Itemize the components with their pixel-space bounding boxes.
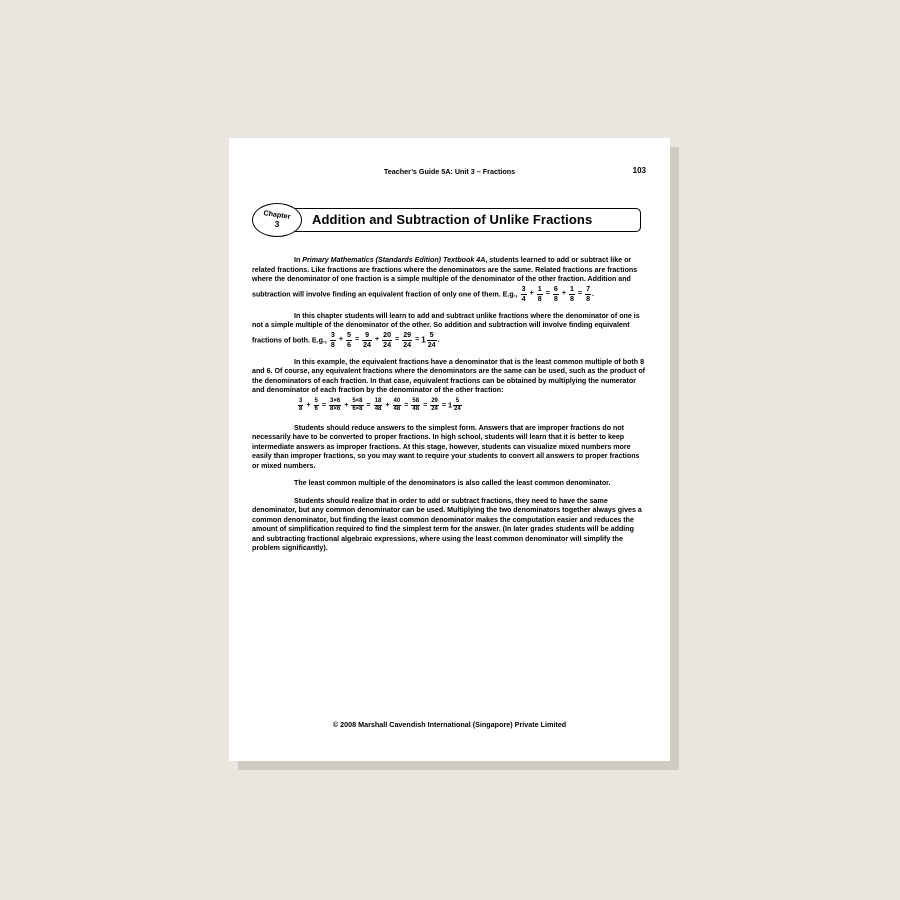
- fraction: $\frac{1}{8}$: [569, 284, 574, 303]
- paragraph-5: The least common multiple of the denominators is also called the least common denominator.: [294, 479, 611, 487]
- fraction: $\frac{3\times 6}{8\times 6}$: [330, 397, 341, 412]
- fraction: $\frac{5\times 8}{6\times 8}$: [352, 397, 363, 412]
- term-related-fractions: Related fractions: [535, 265, 593, 274]
- paragraph-3: In this example, the equivalent fractions have a denominator that is the least common multiple of both 8 and 6. Of course, any equivalent fractions where the denominators are the same can be used, such as the product of the denominators of each fraction. In that case, equivalent fractions can be obtained by multiplying the numerator and denominator of each fraction by the denominator of the other fraction:: [252, 357, 646, 394]
- fraction: $\frac{3}{8}$: [330, 330, 335, 349]
- chapter-title-bar: [267, 208, 641, 232]
- term-like-fractions: Like fractions: [311, 265, 358, 274]
- body-text: [252, 256, 648, 562]
- fraction: $\frac{5}{24}$: [427, 330, 436, 349]
- fraction: $\frac{3}{4}$: [521, 284, 526, 303]
- paragraph-1: In Primary Mathematics (Standards Edition) Textbook 4A, students learned to add or subtract like or related fractions. Like fractions are fractions where the denominators are the same. Related fractions are fractions where the denominator of one fraction is a simple multiple of the denominator of the other fraction. Addition and subtraction will involve finding an equivalent fraction of only one of them. E.g., $\frac{3}{4}$ + $\frac{1}{8}$ = $\frac{6}{8}$ + $\frac{1}{8}$ = $\frac{7}{8}$ .: [252, 256, 638, 303]
- fraction: $\frac{9}{24}$: [363, 330, 371, 349]
- example-2-equation: $\frac{3}{8}$ + $\frac{5}{6}$ = $\frac{9}{24}$ + $\frac{20}{24}$ = $\frac{29}{24}$ = 1 $\frac{5}{24}$ .: [330, 330, 440, 349]
- fraction: $\frac{3}{8}$: [299, 397, 303, 412]
- fraction: $\frac{20}{24}$: [383, 330, 392, 349]
- chapter-badge: [252, 203, 302, 237]
- example-1-equation: $\frac{3}{4}$ + $\frac{1}{8}$ = $\frac{6}{8}$ + $\frac{1}{8}$ = $\frac{7}{8}$ .: [521, 284, 595, 303]
- page-header: [229, 165, 670, 179]
- example-3-equation: $\frac{3}{8}$ + $\frac{5}{6}$ = $\frac{3\times 6}{8\times 6}$ + $\frac{5\times 8}{6\times 8}$ = $\frac{18}{48}$ + $\frac{40}{48}$ = $\frac{58}{48}$ = $\frac{29}{24}$ = 1 $\frac{5}{24}$: [299, 397, 461, 412]
- fraction: $\frac{58}{48}$: [412, 397, 420, 412]
- term-unlike-fractions: unlike fractions: [476, 311, 529, 320]
- chapter-number: 3: [274, 219, 280, 229]
- fraction: $\frac{40}{48}$: [393, 397, 401, 412]
- fraction: $\frac{5}{6}$: [314, 397, 318, 412]
- textbook-reference: Primary Mathematics (Standards Edition) Textbook 4A: [302, 256, 486, 264]
- fraction: $\frac{7}{8}$: [586, 284, 591, 303]
- fraction: $\frac{29}{24}$: [431, 397, 438, 412]
- paragraph-4: Students should reduce answers to the simplest form. Answers that are improper fractions do not necessarily have to be converted to proper fractions. In high school, students will learn that it is better to keep intermediate answers as improper fractions. At this stage, however, students can visualize mixed numbers more easily than improper fractions, so you may want to require your students to convert all answers to proper fractions or mixed numbers.: [252, 423, 640, 470]
- paragraph-6: Students should realize that in order to add or subtract fractions, they need to have the same denominator, but any common denominator can be used. Multiplying the two denominators together always gives a common denominator, but finding the least common denominator makes the computation easier and reduces the amount of simplification required to find the simplest term for the answer. (In later grades students will be adding and subtracting fractional algebraic expressions, where using the least common denominator will simplify the problem significantly).: [252, 496, 642, 552]
- fraction: $\frac{18}{48}$: [374, 397, 382, 412]
- fraction: $\frac{5}{24}$: [454, 397, 461, 412]
- fraction: $\frac{29}{24}$: [403, 330, 412, 349]
- page-number: 103: [632, 166, 646, 175]
- chapter-title: Addition and Subtraction of Unlike Fractions: [312, 212, 593, 227]
- paragraph-2: In this chapter students will learn to add and subtract unlike fractions where the denominator of one is not a simple multiple of the denominator of the other. So addition and subtraction will involve finding equivalent fractions of both. E.g., $\frac{3}{8}$ + $\frac{5}{6}$ = $\frac{9}{24}$ + $\frac{20}{24}$ = $\frac{29}{24}$ = 1 $\frac{5}{24}$ .: [252, 311, 640, 349]
- fraction: $\frac{5}{6}$: [346, 330, 351, 349]
- chapter-word: Chapter: [262, 208, 292, 221]
- running-title: Teacher’s Guide 5A: Unit 3 – Fractions: [383, 167, 516, 176]
- fraction: $\frac{1}{8}$: [537, 284, 542, 303]
- copyright-footer: © 2008 Marshall Cavendish International (Singapore) Private Limited: [332, 720, 567, 729]
- document-page: [229, 138, 670, 761]
- fraction: $\frac{6}{8}$: [553, 284, 558, 303]
